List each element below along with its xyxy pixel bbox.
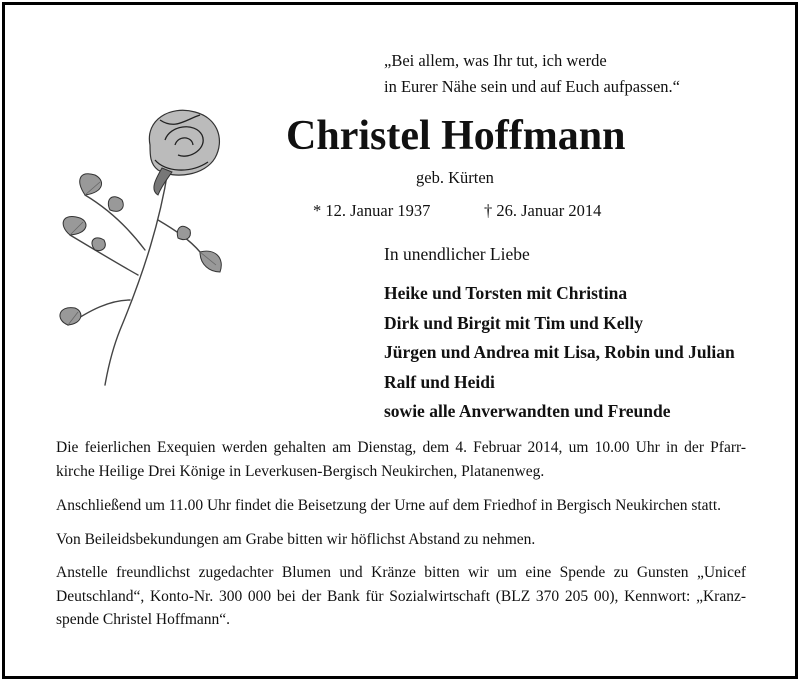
epigraph-quote <box>384 48 680 100</box>
mourner-line: Heike und Torsten mit Christina <box>384 283 628 303</box>
mourners-list <box>384 279 735 427</box>
birth-date: * 12. Januar 1937 <box>313 201 431 220</box>
burial-paragraph: Anschließend um 11.00 Uhr findet die Beisetzung der Urne auf dem Friedhof in Bergisch Neukirchen statt. <box>56 497 722 514</box>
birth-name: geb. Kürten <box>416 168 494 187</box>
death-date: † 26. Januar 2014 <box>484 201 602 220</box>
paragraph-line: Deutschland“, Konto-Nr. 300 000 bei der Bank für Sozialwirtschaft (BLZ 370 205 00), Kennwort: „Kranz- <box>56 587 746 605</box>
paragraph-line: Anstelle freundlichst zugedachter Blumen und Kränze bitten wir um eine Spende zu Gunsten „Unicef <box>56 564 746 581</box>
mourner-line: Jürgen und Andrea mit Lisa, Robin und Julian <box>384 342 735 362</box>
quote-line: „Bei allem, was Ihr tut, ich werde <box>384 51 607 70</box>
mourner-line: Ralf und Heidi <box>384 371 495 392</box>
dedication-line: In unendlicher Liebe <box>384 244 530 264</box>
mourner-line: Dirk und Birgit mit Tim und Kelly <box>384 312 643 333</box>
rose-illustration-icon <box>50 100 240 390</box>
condolence-paragraph: Von Beileidsbekundungen am Grabe bitten wir höflichst Abstand zu nehmen. <box>56 531 536 548</box>
quote-line: in Eurer Nähe sein und auf Euch aufpassen.“ <box>384 77 680 96</box>
paragraph-line: spende Christel Hoffmann“. <box>56 611 231 628</box>
paragraph-line: kirche Heilige Drei Könige in Leverkusen-Bergisch Neukirchen, Platanenweg. <box>56 462 545 480</box>
paragraph-line: Die feierlichen Exequien werden gehalten am Dienstag, dem 4. Februar 2014, um 10.00 Uhr in der Pfarr- <box>56 439 746 456</box>
exequies-paragraph <box>56 436 746 483</box>
mourner-line: sowie alle Anverwandten und Freunde <box>384 401 671 421</box>
deceased-name: Christel Hoffmann <box>286 113 626 159</box>
donation-paragraph <box>56 561 746 632</box>
